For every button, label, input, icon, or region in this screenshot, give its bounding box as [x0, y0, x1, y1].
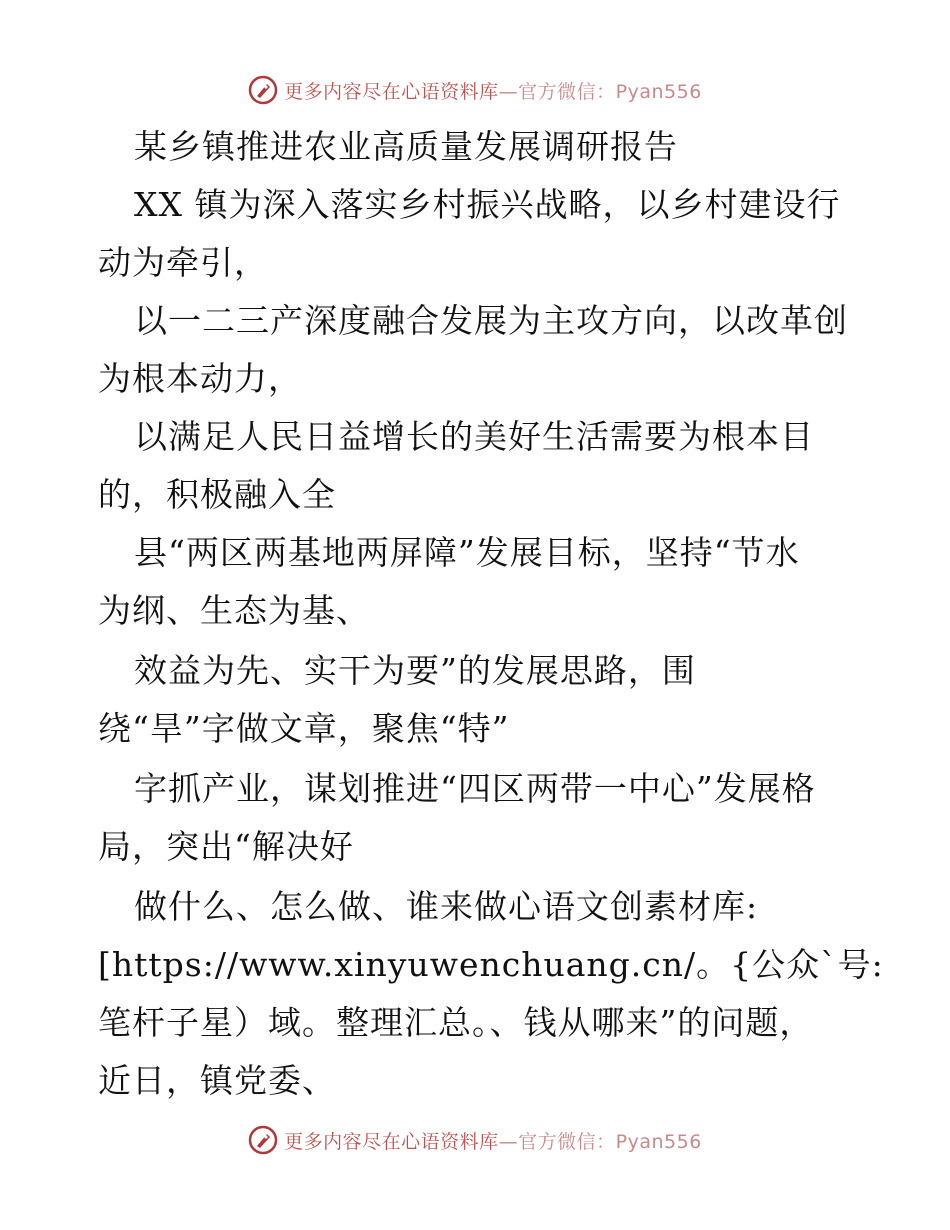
- paragraph-line: 做什么、怎么做、谁来做心语文创素材库:: [134, 887, 759, 926]
- paragraph-line: 绕“旱”字做文章，聚焦“特”: [98, 709, 510, 748]
- paragraph-line: 以一二三产深度融合发展为主攻方向，以改革创: [134, 301, 848, 340]
- paragraph-line: 动为牵引，: [98, 243, 268, 282]
- paragraph-line: 局，突出“解决好: [98, 827, 354, 866]
- paragraph-line: 字抓产业，谋划推进“四区两带一中心”发展格: [134, 769, 816, 808]
- paragraph-line: 为根本动力，: [98, 359, 302, 398]
- paragraph-line: 为纲、生态为基、: [98, 591, 370, 630]
- document-title: 某乡镇推进农业高质量发展调研报告: [134, 127, 678, 166]
- paragraph-line: XX 镇为深入落实乡村振兴战略，以乡村建设行: [134, 185, 841, 224]
- footer-watermark-banner: [0, 1120, 950, 1160]
- pen-nib-logo-icon: [248, 1125, 278, 1155]
- paragraph-line: 效益为先、实干为要”的发展思路，围: [134, 651, 696, 690]
- paragraph-line: 县“两区两基地两屏障”发展目标，坚持“节水: [134, 533, 800, 572]
- watermark-text: 更多内容尽在心语资料库—官方微信：Pyan556: [284, 80, 702, 103]
- paragraph-line: [https://www.xinyuwenchuang.cn/。{公众`号:: [98, 945, 884, 984]
- paragraph-line: 以满足人民日益增长的美好生活需要为根本目: [134, 417, 814, 456]
- paragraph-line: 笔杆子星）域。整理汇总。、钱从哪来”的问题，: [98, 1003, 814, 1042]
- watermark-text: 更多内容尽在心语资料库—官方微信：Pyan556: [284, 1130, 702, 1153]
- paragraph-line: 的，积极融入全: [98, 475, 336, 514]
- paragraph-line: 近日，镇党委、: [98, 1061, 336, 1100]
